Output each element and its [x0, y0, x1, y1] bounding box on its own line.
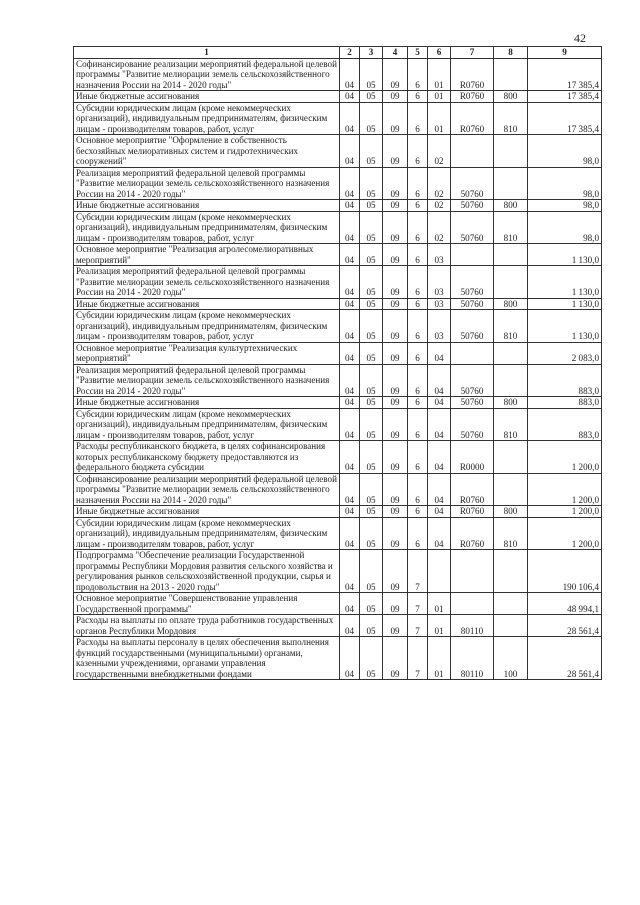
code-cell: 04 [428, 506, 451, 518]
code-cell: 04 [340, 506, 360, 518]
row-name-cell: Иные бюджетные ассигнования [74, 506, 340, 518]
code-cell: 7 [408, 550, 428, 593]
code-cell [451, 342, 494, 364]
code-cell: 09 [383, 637, 408, 680]
code-cell: 09 [383, 310, 408, 343]
code-cell [494, 615, 528, 637]
code-cell [494, 441, 528, 474]
code-cell: 04 [428, 364, 451, 397]
code-cell: 09 [383, 298, 408, 310]
code-cell: 09 [383, 58, 408, 91]
code-cell [494, 244, 528, 266]
code-cell: 05 [360, 364, 383, 397]
column-header: 1 [74, 47, 340, 59]
amount-cell: 17 385,4 [528, 102, 602, 135]
column-header: 9 [528, 47, 602, 59]
code-cell: 04 [340, 91, 360, 103]
code-cell: 50760 [451, 364, 494, 397]
table-row [74, 550, 602, 593]
amount-cell: 17 385,4 [528, 91, 602, 103]
code-cell: 02 [428, 135, 451, 168]
amount-cell: 28 561,4 [528, 615, 602, 637]
amount-cell: 1 200,0 [528, 506, 602, 518]
code-cell: 05 [360, 91, 383, 103]
code-cell: 04 [340, 364, 360, 397]
code-cell [494, 473, 528, 506]
code-cell: 04 [340, 266, 360, 299]
row-name-cell: Расходы на выплаты персоналу в целях обеспечения выполнения функций государственными (муниципальными) органами, казенными учреждениями, органами управления государственными внебюджетными фондами [74, 637, 340, 680]
code-cell [494, 135, 528, 168]
code-cell: 09 [383, 408, 408, 441]
code-cell: 04 [340, 167, 360, 200]
table-row [74, 517, 602, 550]
code-cell: 05 [360, 102, 383, 135]
code-cell: 04 [340, 310, 360, 343]
code-cell: 04 [340, 244, 360, 266]
code-cell: 6 [408, 135, 428, 168]
column-header: 8 [494, 47, 528, 59]
row-name-cell: Реализация мероприятий федеральной целевой программы "Развитие мелиорации земель сельскохозяйственного назначения России на 2014 - 2020 годы" [74, 364, 340, 397]
amount-cell: 1 200,0 [528, 517, 602, 550]
row-name-cell: Подпрограмма "Обеспечение реализации Государственной программы Республики Мордовия развития сельского хозяйства и регулирования рынков сельскохозяйственной продукции, сырья и продовольствия на 2013 - 2020 годы" [74, 550, 340, 593]
code-cell: 09 [383, 397, 408, 409]
code-cell: 800 [494, 298, 528, 310]
code-cell: 05 [360, 637, 383, 680]
code-cell [494, 167, 528, 200]
code-cell [451, 593, 494, 615]
code-cell: 04 [340, 408, 360, 441]
amount-cell: 883,0 [528, 364, 602, 397]
row-name-cell: Иные бюджетные ассигнования [74, 298, 340, 310]
code-cell: 03 [428, 266, 451, 299]
code-cell: 09 [383, 441, 408, 474]
code-cell: 6 [408, 211, 428, 244]
code-cell: 80110 [451, 637, 494, 680]
code-cell: 09 [383, 506, 408, 518]
table-row [74, 244, 602, 266]
row-name-cell: Основное мероприятие "Реализация культуртехнических мероприятий" [74, 342, 340, 364]
amount-cell: 1 130,0 [528, 310, 602, 343]
code-cell: 04 [340, 615, 360, 637]
code-cell: R0760 [451, 473, 494, 506]
code-cell: 04 [340, 342, 360, 364]
code-cell: 01 [428, 615, 451, 637]
code-cell: 6 [408, 58, 428, 91]
amount-cell: 883,0 [528, 408, 602, 441]
amount-cell: 98,0 [528, 135, 602, 168]
amount-cell: 1 200,0 [528, 473, 602, 506]
code-cell: 04 [428, 342, 451, 364]
code-cell: 50760 [451, 310, 494, 343]
code-cell: 6 [408, 408, 428, 441]
table-header-row [74, 47, 602, 59]
code-cell: 04 [340, 135, 360, 168]
table-row [74, 211, 602, 244]
code-cell: 05 [360, 397, 383, 409]
code-cell: 6 [408, 342, 428, 364]
code-cell: 05 [360, 615, 383, 637]
code-cell: 09 [383, 266, 408, 299]
row-name-cell: Субсидии юридическим лицам (кроме некоммерческих организаций), индивидуальным предпринимателям, физическим лицам - производителям товаров, работ, услуг [74, 408, 340, 441]
amount-cell: 98,0 [528, 211, 602, 244]
code-cell: 50760 [451, 397, 494, 409]
code-cell: 09 [383, 550, 408, 593]
code-cell: 02 [428, 200, 451, 212]
amount-cell: 98,0 [528, 167, 602, 200]
column-header: 6 [428, 47, 451, 59]
amount-cell: 190 106,4 [528, 550, 602, 593]
code-cell: 05 [360, 342, 383, 364]
code-cell: 800 [494, 91, 528, 103]
row-name-cell: Расходы на выплаты по оплате труда работников государственных органов Республики Мордовия [74, 615, 340, 637]
row-name-cell: Иные бюджетные ассигнования [74, 91, 340, 103]
code-cell [451, 244, 494, 266]
code-cell: 810 [494, 211, 528, 244]
column-header: 3 [360, 47, 383, 59]
code-cell: 810 [494, 310, 528, 343]
budget-table [73, 46, 602, 680]
code-cell: R0760 [451, 506, 494, 518]
code-cell: 04 [340, 298, 360, 310]
code-cell: 05 [360, 473, 383, 506]
code-cell: 6 [408, 364, 428, 397]
table-row [74, 310, 602, 343]
code-cell: 800 [494, 200, 528, 212]
code-cell: 05 [360, 58, 383, 91]
code-cell: 05 [360, 506, 383, 518]
code-cell: 04 [340, 550, 360, 593]
table-row [74, 615, 602, 637]
amount-cell: 48 994,1 [528, 593, 602, 615]
code-cell: 7 [408, 615, 428, 637]
code-cell: 05 [360, 310, 383, 343]
code-cell: 05 [360, 211, 383, 244]
row-name-cell: Реализация мероприятий федеральной целевой программы "Развитие мелиорации земель сельскохозяйственного назначения России на 2014 - 2020 годы" [74, 167, 340, 200]
row-name-cell: Основное мероприятие "Совершенствование управления Государственной программы" [74, 593, 340, 615]
code-cell: 50760 [451, 266, 494, 299]
code-cell: 04 [340, 593, 360, 615]
code-cell: 05 [360, 593, 383, 615]
row-name-cell: Субсидии юридическим лицам (кроме некоммерческих организаций), индивидуальным предпринимателям, физическим лицам - производителям товаров, работ, услуг [74, 517, 340, 550]
code-cell [451, 550, 494, 593]
code-cell: R0760 [451, 102, 494, 135]
code-cell: 03 [428, 244, 451, 266]
code-cell: 04 [340, 397, 360, 409]
code-cell: 50760 [451, 200, 494, 212]
code-cell: 6 [408, 517, 428, 550]
code-cell: 04 [340, 211, 360, 244]
code-cell: 800 [494, 397, 528, 409]
code-cell: 01 [428, 593, 451, 615]
code-cell: 810 [494, 408, 528, 441]
column-header: 2 [340, 47, 360, 59]
page-number: 42 [574, 31, 586, 45]
code-cell [494, 550, 528, 593]
code-cell: 50760 [451, 211, 494, 244]
code-cell: 09 [383, 91, 408, 103]
code-cell: 05 [360, 441, 383, 474]
table-row [74, 397, 602, 409]
code-cell: 05 [360, 517, 383, 550]
code-cell: 6 [408, 397, 428, 409]
code-cell: 05 [360, 200, 383, 212]
table-row [74, 91, 602, 103]
code-cell: 09 [383, 211, 408, 244]
row-name-cell: Софинансирование реализации мероприятий федеральной целевой программы "Развитие мелиорации земель сельскохозяйственного назначения России на 2014 - 2020 годы" [74, 473, 340, 506]
code-cell: 6 [408, 298, 428, 310]
code-cell: R0760 [451, 58, 494, 91]
table-row [74, 266, 602, 299]
table-row [74, 441, 602, 474]
amount-cell: 17 385,4 [528, 58, 602, 91]
table-row [74, 167, 602, 200]
code-cell: 6 [408, 91, 428, 103]
code-cell: 09 [383, 167, 408, 200]
code-cell [428, 550, 451, 593]
code-cell: 05 [360, 244, 383, 266]
table-row [74, 593, 602, 615]
code-cell: 80110 [451, 615, 494, 637]
code-cell: 05 [360, 167, 383, 200]
code-cell: 04 [340, 517, 360, 550]
code-cell: 01 [428, 58, 451, 91]
code-cell: 6 [408, 310, 428, 343]
table-row [74, 506, 602, 518]
code-cell: 6 [408, 473, 428, 506]
code-cell: 7 [408, 637, 428, 680]
code-cell: 04 [340, 200, 360, 212]
code-cell [494, 58, 528, 91]
code-cell: 01 [428, 637, 451, 680]
code-cell: 09 [383, 200, 408, 212]
code-cell: 09 [383, 593, 408, 615]
column-header: 7 [451, 47, 494, 59]
code-cell: 09 [383, 342, 408, 364]
table-row [74, 58, 602, 91]
code-cell: 04 [340, 58, 360, 91]
code-cell: 02 [428, 211, 451, 244]
amount-cell: 2 083,0 [528, 342, 602, 364]
table-row [74, 364, 602, 397]
code-cell: 05 [360, 266, 383, 299]
table-row [74, 342, 602, 364]
code-cell [494, 266, 528, 299]
code-cell: 09 [383, 364, 408, 397]
column-header: 5 [408, 47, 428, 59]
code-cell: 800 [494, 506, 528, 518]
amount-cell: 1 200,0 [528, 441, 602, 474]
amount-cell: 98,0 [528, 200, 602, 212]
code-cell: 810 [494, 517, 528, 550]
code-cell: 09 [383, 244, 408, 266]
code-cell: R0760 [451, 91, 494, 103]
code-cell: 04 [340, 637, 360, 680]
code-cell: 02 [428, 167, 451, 200]
code-cell: 04 [340, 102, 360, 135]
code-cell [494, 593, 528, 615]
code-cell: 09 [383, 615, 408, 637]
code-cell: 04 [428, 473, 451, 506]
row-name-cell: Субсидии юридическим лицам (кроме некоммерческих организаций), индивидуальным предпринимателям, физическим лицам - производителям товаров, работ, услуг [74, 102, 340, 135]
code-cell: 7 [408, 593, 428, 615]
code-cell: 03 [428, 298, 451, 310]
code-cell [451, 135, 494, 168]
code-cell: 09 [383, 517, 408, 550]
amount-cell: 28 561,4 [528, 637, 602, 680]
code-cell: 6 [408, 167, 428, 200]
code-cell: 6 [408, 441, 428, 474]
code-cell: R0760 [451, 517, 494, 550]
code-cell: 04 [428, 517, 451, 550]
row-name-cell: Основное мероприятие "Оформление в собственность бесхозяйных мелиоративных систем и гидротехнических сооружений" [74, 135, 340, 168]
code-cell: 09 [383, 473, 408, 506]
code-cell: 04 [340, 473, 360, 506]
code-cell: 100 [494, 637, 528, 680]
row-name-cell: Иные бюджетные ассигнования [74, 200, 340, 212]
code-cell: 04 [428, 441, 451, 474]
code-cell [494, 364, 528, 397]
amount-cell: 1 130,0 [528, 244, 602, 266]
code-cell: R0000 [451, 441, 494, 474]
code-cell: 05 [360, 298, 383, 310]
code-cell: 01 [428, 91, 451, 103]
code-cell: 6 [408, 200, 428, 212]
code-cell: 04 [340, 441, 360, 474]
amount-cell: 1 130,0 [528, 298, 602, 310]
row-name-cell: Основное мероприятие "Реализация агролесомелиоративных мероприятий" [74, 244, 340, 266]
row-name-cell: Расходы республиканского бюджета, в целях софинансирования которых республиканскому бюджету предоставляются из федерального бюджета субсидии [74, 441, 340, 474]
table-body [74, 58, 602, 680]
code-cell: 810 [494, 102, 528, 135]
row-name-cell: Реализация мероприятий федеральной целевой программы "Развитие мелиорации земель сельскохозяйственного назначения России на 2014 - 2020 годы" [74, 266, 340, 299]
code-cell: 6 [408, 506, 428, 518]
row-name-cell: Софинансирование реализации мероприятий федеральной целевой программы "Развитие мелиорации земель сельскохозяйственного назначения России на 2014 - 2020 годы" [74, 58, 340, 91]
table-row [74, 298, 602, 310]
code-cell: 50760 [451, 167, 494, 200]
row-name-cell: Иные бюджетные ассигнования [74, 397, 340, 409]
code-cell: 03 [428, 310, 451, 343]
code-cell: 6 [408, 244, 428, 266]
code-cell: 04 [428, 397, 451, 409]
table-row [74, 200, 602, 212]
row-name-cell: Субсидии юридическим лицам (кроме некоммерческих организаций), индивидуальным предпринимателям, физическим лицам - производителям товаров, работ, услуг [74, 211, 340, 244]
table-row [74, 408, 602, 441]
column-header: 4 [383, 47, 408, 59]
code-cell: 05 [360, 135, 383, 168]
code-cell: 6 [408, 266, 428, 299]
table-row [74, 135, 602, 168]
table-row [74, 637, 602, 680]
code-cell: 01 [428, 102, 451, 135]
code-cell: 50760 [451, 408, 494, 441]
code-cell: 6 [408, 102, 428, 135]
code-cell: 50760 [451, 298, 494, 310]
code-cell [494, 342, 528, 364]
table-row [74, 102, 602, 135]
table-row [74, 473, 602, 506]
amount-cell: 883,0 [528, 397, 602, 409]
row-name-cell: Субсидии юридическим лицам (кроме некоммерческих организаций), индивидуальным предпринимателям, физическим лицам - производителям товаров, работ, услуг [74, 310, 340, 343]
code-cell: 09 [383, 102, 408, 135]
code-cell: 04 [428, 408, 451, 441]
amount-cell: 1 130,0 [528, 266, 602, 299]
code-cell: 05 [360, 408, 383, 441]
code-cell: 05 [360, 550, 383, 593]
code-cell: 09 [383, 135, 408, 168]
